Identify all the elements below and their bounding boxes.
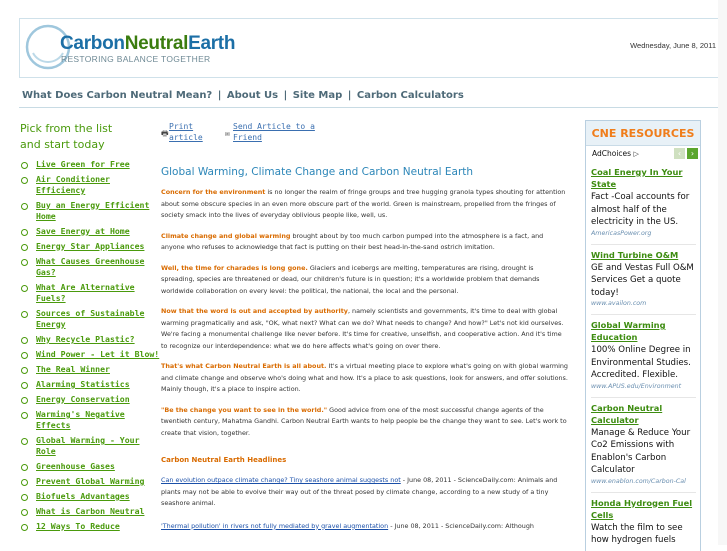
article-title: Global Warming, Climate Change and Carbon Neutral Earth (161, 166, 474, 178)
nav-carbon-calculators[interactable]: Carbon Calculators (356, 90, 464, 101)
sidebar-item-label: Why Recycle Plastic? (36, 334, 135, 344)
ad-next-button[interactable]: › (687, 148, 698, 159)
sidebar-item-label: Biofuels Advantages (36, 491, 130, 501)
sidebar-item-label: Sources of Sustainable Energy (36, 308, 145, 329)
bullet-icon (21, 352, 28, 359)
paragraph-lead: Now that the word is out and accepted by authority (161, 307, 348, 315)
sidebar-item[interactable] (20, 394, 160, 405)
paragraph-lead: "Be the change you want to see in the world." (161, 405, 328, 414)
sidebar-item[interactable] (20, 226, 160, 237)
ad-unit (586, 249, 700, 316)
printer-icon: 🖶 (161, 129, 169, 138)
ad-title-link[interactable]: Honda Hydrogen Fuel Cells (591, 497, 693, 520)
article-paragraph (161, 187, 568, 222)
ad-divider (591, 397, 696, 398)
brand-part-neutral: Neutral (124, 33, 189, 54)
ad-unit (586, 166, 700, 245)
bullet-icon (21, 397, 28, 404)
paragraph-lead: That's what Carbon Neutral Earth is all about. (161, 362, 327, 370)
sidebar-heading-line-2: and start today (20, 138, 105, 151)
ad-body: Manage & Reduce Your Co2 Emissions with Enablon's Carbon Calculator (591, 427, 691, 475)
paragraph-text: is no longer the realm of fringe groups and tree hugging granola types shouting for attention about some obscure species in an even more obscure part of the world. Green is mainstream, propelled from the fringes of society smack into the lives of everyday oblivious people like, well, us. (161, 188, 566, 219)
sidebar-item[interactable] (20, 521, 160, 532)
send-article-label: Send Article to a Friend (233, 122, 315, 142)
paragraph-lead: Climate change and global warming (161, 231, 291, 240)
ad-url[interactable]: www.enablon.com/Carbon-Cal (591, 477, 686, 485)
resources-sidebar (585, 120, 701, 551)
adchoices-icon[interactable]: ▷ (633, 150, 639, 158)
sidebar-item[interactable] (20, 506, 160, 517)
bullet-icon (21, 259, 28, 266)
sidebar-item-label: Prevent Global Warming (36, 476, 145, 486)
ad-body: GE and Vestas Full O&M Services Get a quote today! (591, 262, 694, 298)
sidebar-item[interactable] (20, 200, 160, 222)
ad-unit (586, 497, 700, 547)
brand-part-earth: Earth (188, 33, 236, 54)
site-header (19, 18, 721, 78)
sidebar-item-label: The Real Winner (36, 364, 110, 374)
ad-unit (586, 402, 700, 493)
sidebar-item[interactable] (20, 349, 160, 360)
nav-separator: | (283, 90, 288, 101)
ad-body: Watch the film to see how hydrogen fuels (591, 522, 683, 545)
ad-body: Fact -Coal accounts for almost half of the electricity in the US. (591, 192, 690, 227)
top-navigation (22, 90, 464, 101)
envelope-icon: ✉ (225, 129, 230, 138)
bullet-icon (21, 367, 28, 374)
sidebar-item-label: Greenhouse Gases (36, 461, 115, 471)
sidebar-item[interactable] (20, 159, 160, 170)
bullet-icon (21, 285, 28, 292)
paragraph-text: Good advice from one of the most successful change agents of the twentieth century, Mahatma Gandhi. Carbon Neutral Earth wants to help people be the change they want to see. Let's work to create that vision, together. (161, 405, 567, 437)
sidebar-item[interactable] (20, 364, 160, 375)
ad-body: 100% Online Degree in Environmental Studies. Accredited. Flexible. (591, 345, 691, 380)
print-article-label: Print article (169, 122, 203, 142)
sidebar-item-label: What is Carbon Neutral (36, 506, 145, 516)
bullet-icon (21, 177, 28, 184)
nav-about-us[interactable]: About Us (226, 90, 279, 101)
ad-title-link[interactable]: Coal Energy In Your State (591, 167, 683, 189)
site-tagline: RESTORING BALANCE TOGETHER (61, 54, 211, 64)
adchoices-bar (586, 146, 700, 162)
sidebar-item-label: Buy an Energy Efficient Home (36, 200, 150, 221)
site-logo-title[interactable] (60, 33, 235, 55)
sidebar-item-label: Air Conditioner Efficiency (36, 174, 110, 195)
bullet-icon (21, 203, 28, 210)
sidebar-item-label: 12 Ways To Reduce (36, 521, 120, 531)
sidebar-item[interactable] (20, 491, 160, 502)
news-item (161, 521, 568, 533)
news-summary: - June 08, 2011 - ScienceDaily.com: Although (388, 521, 534, 530)
article-paragraph (161, 231, 568, 254)
ad-title-link[interactable]: Wind Turbine O&M (591, 249, 679, 260)
paragraph-text: It's a virtual meeting place to explore what's going on with global warming and climate change and observe who's doing what and how. It's a place to ask questions, look for answers, and offer solutions. Mainly though, it's a place to inspire action. (161, 362, 568, 393)
bullet-icon (21, 229, 28, 236)
bullet-icon (21, 509, 28, 516)
sidebar-item-label: Global Warming - Your Role (36, 435, 140, 456)
nav-divider (19, 107, 719, 108)
sidebar-list (20, 159, 160, 532)
ad-divider (591, 244, 696, 245)
brand-part-carbon: Carbon (60, 33, 125, 54)
sidebar-item[interactable] (20, 409, 160, 431)
sidebar-item-label: Live Green for Free (36, 159, 130, 169)
sidebar-item-label: Alarming Statistics (36, 379, 130, 389)
main-content (161, 121, 568, 532)
bullet-icon (21, 412, 28, 419)
ad-prev-button[interactable]: ‹ (674, 148, 685, 159)
bullet-icon (21, 524, 28, 531)
sidebar-item[interactable] (20, 334, 160, 345)
bullet-icon (21, 162, 28, 169)
paragraph-text: Glaciers and icebergs are melting, temperatures are rising, drought is spreading, species are threatened or dead, our children's future is in question; it's a worldwide problem that demands worldwide collaboration on every level: the political, the national, the local and the personal. (161, 263, 540, 295)
sidebar-item-label: What Are Alternative Fuels? (36, 282, 135, 303)
sidebar-item[interactable] (20, 476, 160, 487)
article-toolbar (161, 121, 568, 145)
ad-divider (591, 492, 696, 493)
sidebar-item[interactable] (20, 461, 160, 472)
ad-url[interactable]: www.APUS.edu/Environment (591, 382, 682, 390)
page-scrollbar[interactable] (718, 0, 727, 545)
sidebar-item[interactable] (20, 308, 160, 330)
article-paragraph (161, 306, 568, 352)
sidebar (20, 121, 160, 536)
sidebar-item[interactable] (20, 256, 160, 278)
bullet-icon (21, 382, 28, 389)
ad-url[interactable]: AmericasPower.org (591, 229, 652, 237)
article-paragraph (161, 405, 568, 440)
nav-what-does-carbon-neutral-mean[interactable]: What Does Carbon Neutral Mean? (22, 90, 213, 101)
sidebar-item[interactable] (20, 174, 160, 196)
news-link[interactable]: Can evolution outpace climate change? Tiny seashore animal suggests not (161, 476, 401, 484)
print-article-link[interactable] (161, 121, 216, 143)
paragraph-text: brought about by too much carbon pumped into the atmosphere is a fact, and anyone who refuses to acknowledge that fact is putting on their best head-in-the-sand ostrich imitation. (161, 231, 544, 251)
nav-separator: | (217, 90, 222, 101)
sidebar-heading-line-1: Pick from the list (20, 122, 113, 135)
ad-title-link[interactable]: Global Warming Education (591, 320, 666, 342)
article-paragraph (161, 361, 568, 396)
sidebar-item[interactable] (20, 282, 160, 304)
sidebar-item-label: Energy Star Appliances (36, 241, 145, 251)
bullet-icon (21, 337, 28, 344)
sidebar-item[interactable] (20, 241, 160, 252)
news-item (161, 475, 568, 510)
ad-title-link[interactable]: Carbon Neutral Calculator (591, 402, 663, 425)
sidebar-heading (20, 121, 160, 153)
sidebar-item[interactable] (20, 379, 160, 390)
headlines-title: Carbon Neutral Earth Headlines (161, 456, 287, 464)
news-summary: - June 08, 2011 - ScienceDaily.com: Animals and plants may not be able to evolve their way out of the threat posed by climate change, according to a new study of a tiny seashore animal. (161, 476, 558, 507)
bullet-icon (21, 464, 28, 471)
paragraph-text: , namely scientists and governments, it's time to deal with global warming pragmatically and ask, "OK, what next? What can we do? What needs to change? And how?" Let's not kid ourselves. We're facing a monumental challenge like never before. It's time for creative, unselfish, and cooperative action. And it's time to recognize our interdependence: what we do here affects what's going on over there. (161, 307, 564, 350)
send-article-link[interactable] (225, 121, 315, 143)
bullet-icon (21, 494, 28, 501)
sidebar-item-label: Warming's Negative Effects (36, 409, 125, 430)
sidebar-item[interactable] (20, 435, 160, 457)
paragraph-lead: Well, the time for charades is long gone. (161, 263, 308, 272)
bullet-icon (21, 438, 28, 445)
paragraph-lead: Concern for the environment (161, 188, 266, 196)
adchoices-label[interactable]: AdChoices (592, 149, 632, 158)
ad-url[interactable]: www.availon.com (591, 300, 647, 307)
nav-site-map[interactable]: Site Map (292, 90, 343, 101)
sidebar-item-label: What Causes Greenhouse Gas? (36, 256, 145, 277)
bullet-icon (21, 479, 28, 486)
current-date: Wednesday, June 8, 2011 (630, 41, 716, 50)
article-paragraph (161, 263, 568, 298)
resources-title: CNE RESOURCES (586, 121, 700, 146)
ad-unit (586, 319, 700, 398)
sidebar-item-label: Save Energy at Home (36, 226, 130, 236)
bullet-icon (21, 311, 28, 318)
news-link[interactable]: 'Thermal pollution' in rivers not fully mediated by gravel augmentation (161, 521, 389, 530)
sidebar-item-label: Energy Conservation (36, 394, 130, 404)
ad-divider (591, 314, 696, 315)
nav-separator: | (347, 90, 352, 101)
bullet-icon (21, 244, 28, 251)
sidebar-item-label: Wind Power - Let it Blow! (36, 349, 160, 359)
